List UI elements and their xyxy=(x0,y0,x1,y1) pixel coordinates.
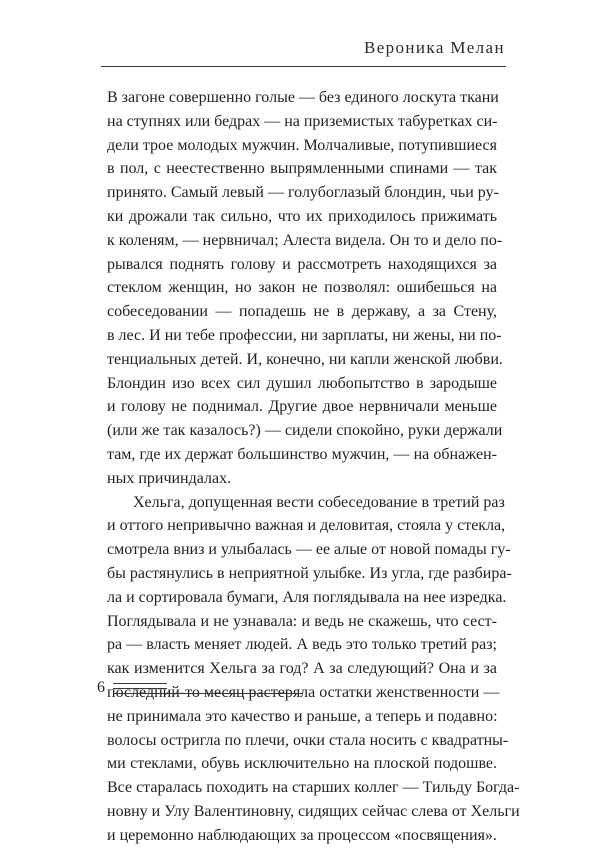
text-line: и церемонно наблюдающих за процессом «посвящения». xyxy=(107,826,497,844)
text-line: ми стеклами, обувь исключительно на плоской подошве. xyxy=(107,755,497,773)
text-line: тенциальных детей. И, конечно, ни капли женской любви. xyxy=(107,350,503,368)
text-line: В загоне совершенно голые — без единого лоскута ткани xyxy=(107,89,499,106)
text-line: Блондин изо всех сил душил любопытство в зародыше xyxy=(107,374,497,392)
text-line: Поглядывала и не узнавала: и ведь не скажешь, что сест- xyxy=(107,612,497,630)
text-line: и голову не поднимал. Другие двое нервничали меньше xyxy=(107,398,497,416)
text-line: там, где их держат большинство мужчин, — на обнажен- xyxy=(107,445,497,463)
header-rule xyxy=(101,66,506,67)
text-line: смотрела вниз и улыбалась — ее алые от новой помады гу- xyxy=(107,541,511,559)
body-text xyxy=(107,86,520,848)
text-line: Хельга, допущенная вести собеседование в третий раз xyxy=(133,493,505,511)
text-line: Все старалась походить на старших коллег — Тильду Богда- xyxy=(107,779,520,797)
text-line: волосы остригла по плечи, очки стала носить с квадратны- xyxy=(107,731,509,749)
text-line: ных причиндалах. xyxy=(107,469,232,487)
text-line: дели трое молодых мужчин. Молчаливые, потупившиеся xyxy=(107,136,497,154)
paragraph-2 xyxy=(107,491,520,848)
footer-rule-short xyxy=(113,683,167,684)
text-line: собеседовании — попадешь не в державу, а за Стену, xyxy=(107,303,497,321)
text-line: в пол, с неестественно выпрямленными спинами — так xyxy=(107,160,497,178)
text-line: не принимала это качество и раньше, а теперь и подавно: xyxy=(107,707,498,725)
text-line: как изменится Хельга за год? А за следующий? Она и за xyxy=(107,660,497,678)
footer-ornament-rules xyxy=(113,683,313,703)
text-line: к коленям, — нервничал; Алеста видела. Он то и дело по- xyxy=(107,231,503,249)
footer-rule-short xyxy=(113,688,167,689)
text-line: принято. Самый левый — голубоглазый блондин, чьи ру- xyxy=(107,184,499,202)
text-line: в лес. И ни тебе профессии, ни зарплаты, ни жены, ни по- xyxy=(107,326,502,344)
text-line: бы растянулись в неприятной улыбке. Из угла, где разбира- xyxy=(107,564,512,582)
text-line: стеклом женщин, но закон не позволял: ошибешься на xyxy=(107,279,497,297)
text-line: на ступнях или бедрах — на приземистых табуретках си- xyxy=(107,112,498,130)
text-line: ра — власть меняет людей. А ведь это только третий раз; xyxy=(107,636,497,654)
text-line: последний-то месяц растеряла остатки женственности — xyxy=(107,683,500,701)
text-line: и оттого непривычно важная и деловитая, стояла у стекла, xyxy=(107,517,506,535)
text-line: рывался поднять голову и рассмотреть находящихся за xyxy=(107,255,497,273)
text-line: (или же так казалось?) — сидели спокойно, руки держали xyxy=(107,422,503,440)
paragraph-1 xyxy=(107,86,503,491)
running-header: Вероника Мелан xyxy=(363,38,505,57)
footer-rule-long xyxy=(113,693,303,694)
text-line: ки дрожали так сильно, что их приходилось прижимать xyxy=(107,207,497,225)
text-line: ла и сортировала бумаги, Аля поглядывала на нее изредка. xyxy=(107,588,507,606)
page-number: 6 xyxy=(97,679,105,696)
text-line: новну и Улу Валентиновну, сидящих сейчас слева от Хельги xyxy=(107,802,520,820)
